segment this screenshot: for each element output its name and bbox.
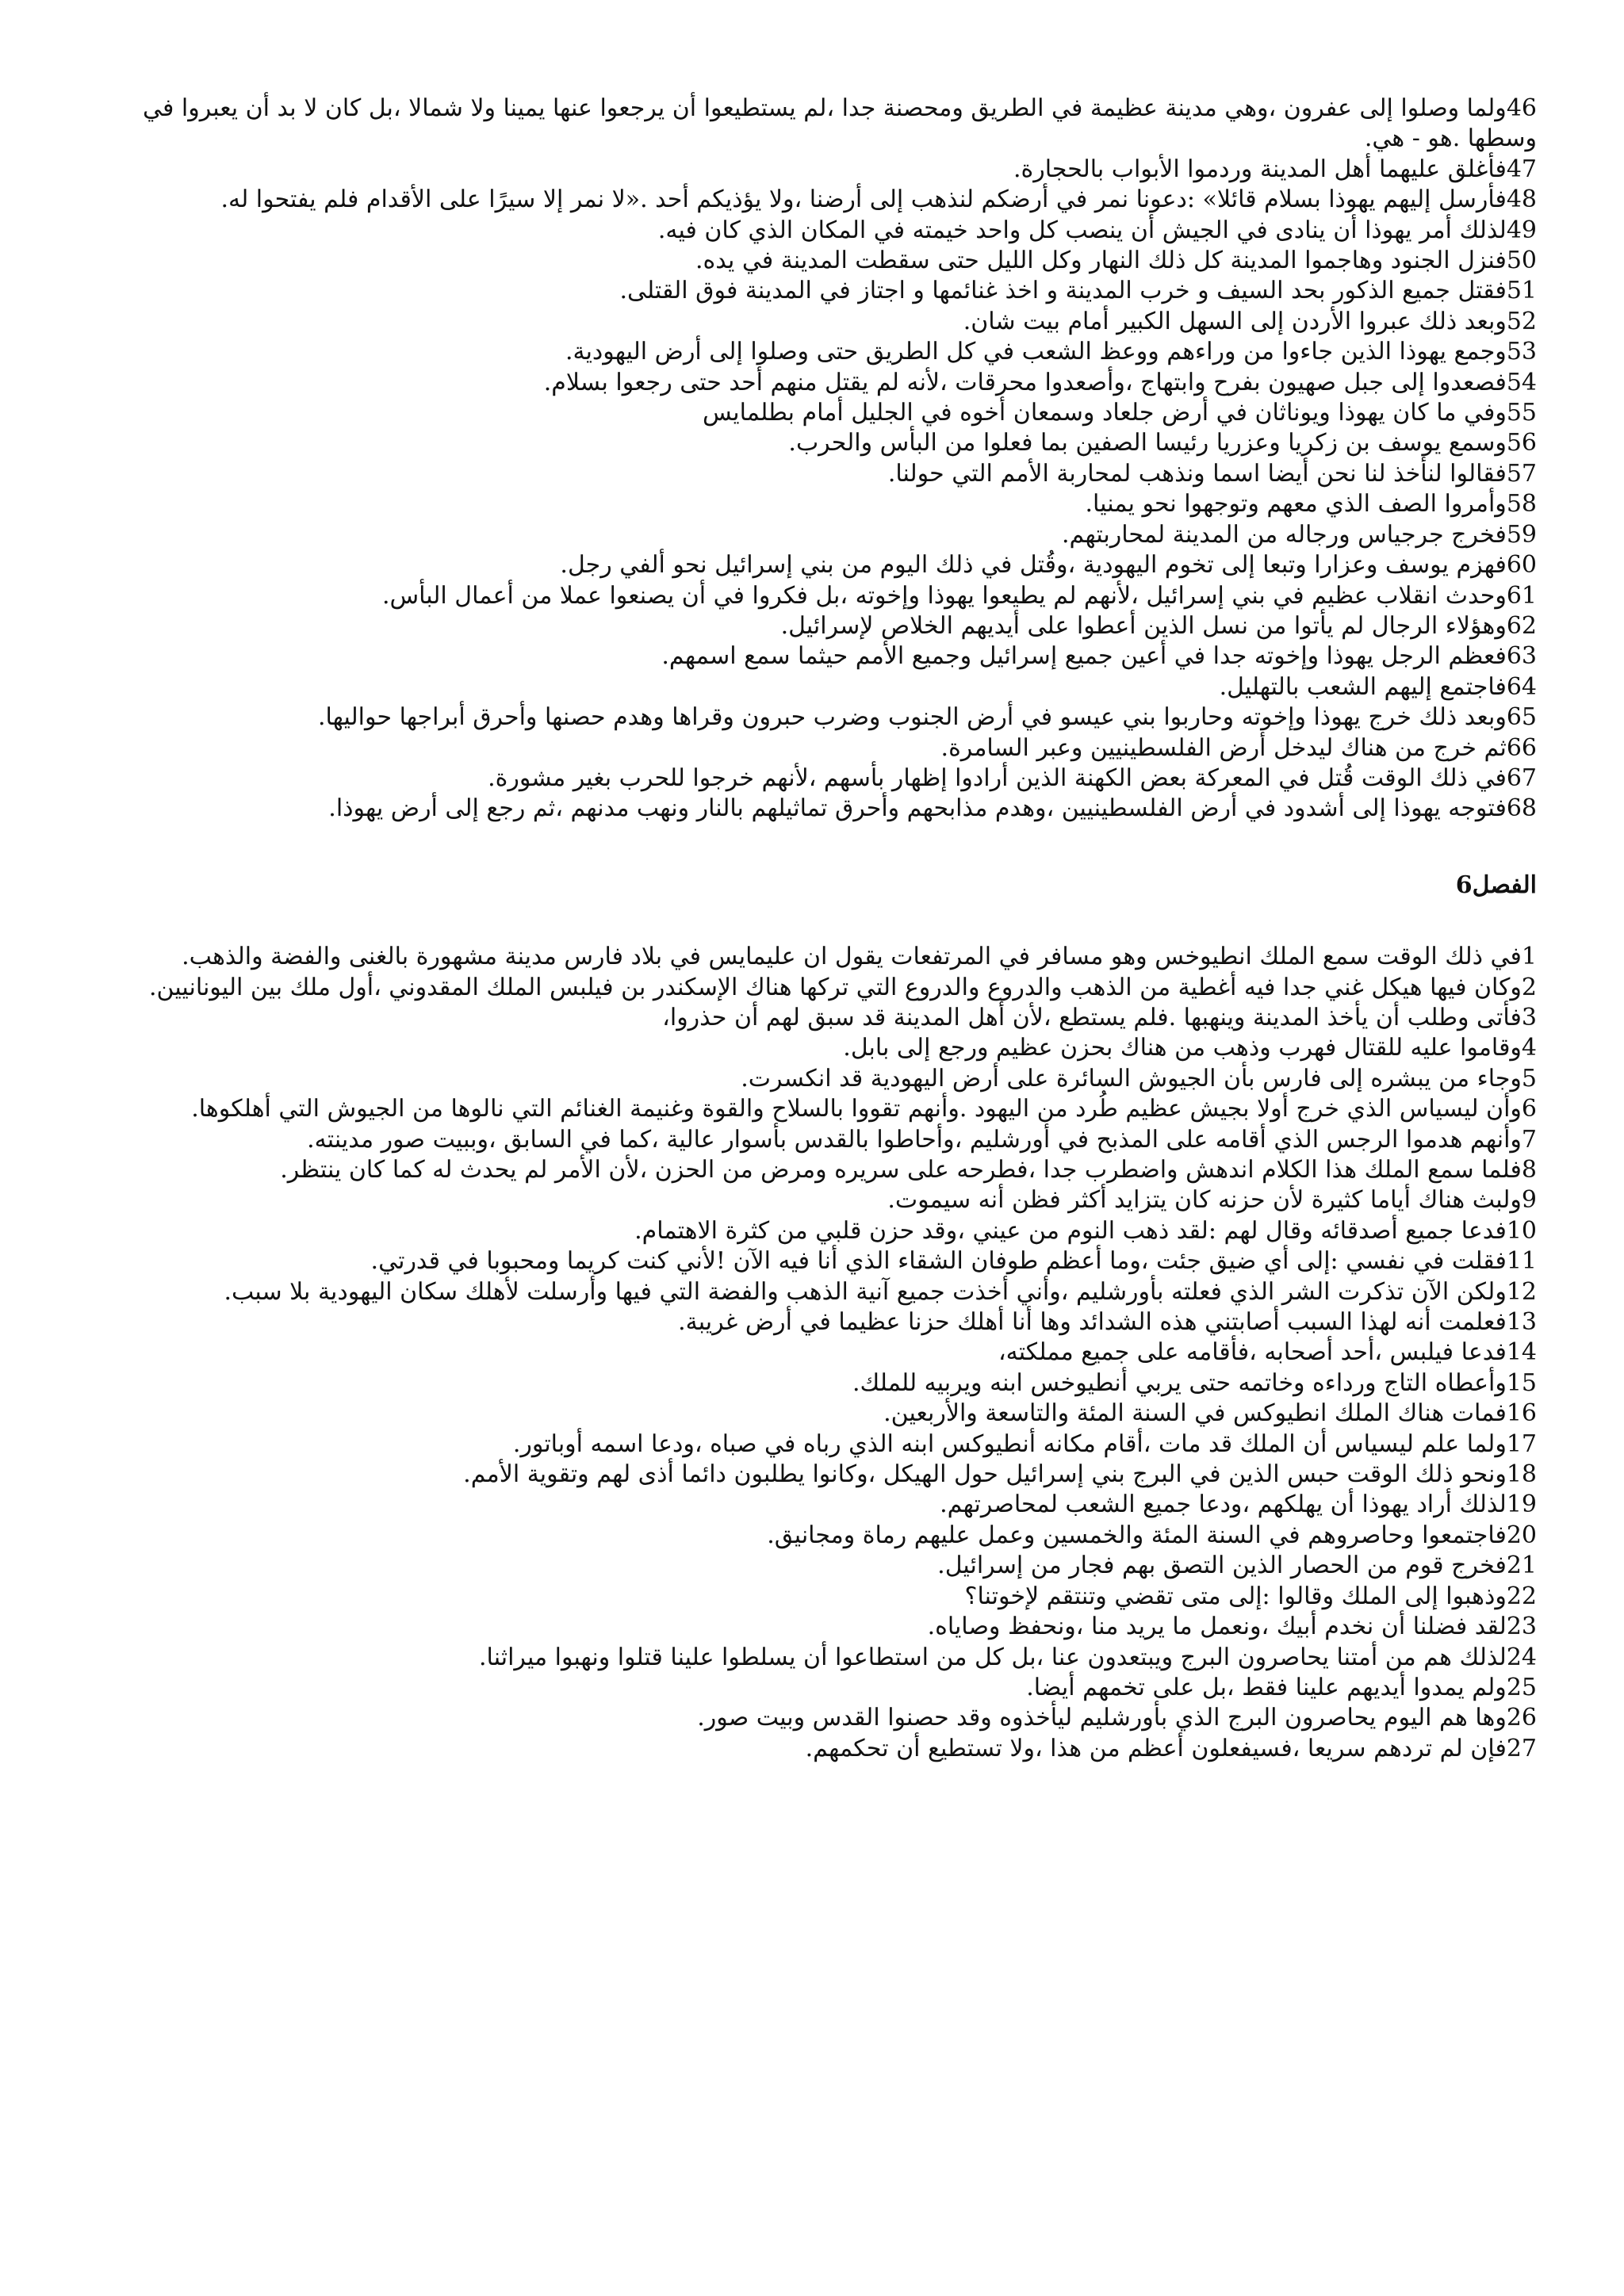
verse-text: ولم يمدوا أيديهم علينا فقط ،بل على تخمهم أيضا. [1026,1673,1507,1701]
verse-number: 53 [1506,338,1537,366]
verse-text: وبعد ذلك خرج يهوذا وإخوته وحاربوا بني عيسو في أرض الجنوب وضرب حبرون وقراها وهدم حصنها وأحرق أبراجها حواليها. [317,703,1507,732]
verse-number: 48 [1506,186,1537,214]
verses-section-chapter-5 [87,94,1537,825]
verse-number: 3 [1521,1003,1537,1031]
verse-number: 49 [1506,216,1537,244]
verse-text: فأتى وطلب أن يأخذ المدينة وينهبها .فلم يستطع ،لأن أهل المدينة قد سبق لهم أن حذروا، [662,1003,1522,1031]
verse-text: فاجتمع إليهم الشعب بالتهليل. [1219,672,1507,701]
verse-number: 12 [1506,1277,1537,1306]
verse [87,276,1537,306]
verse [87,942,1537,972]
verse-number: 19 [1506,1490,1537,1519]
verse-number: 8 [1521,1156,1537,1184]
verse-text: وأمروا الصف الذي معهم وتوجهوا نحو يمنيا. [1085,490,1507,519]
verse-text: وسمع يوسف بن زكريا وعزريا رئيسا الصفين بما فعلوا من البأس والحرب. [788,429,1507,457]
verse [87,398,1537,428]
verse [87,155,1537,185]
verse-number: 24 [1506,1643,1537,1671]
verse-number: 15 [1506,1368,1537,1397]
verse-text: ولبث هناك أياما كثيرة لأن حزنه كان يتزايد أكثر فظن أنه سيموت. [887,1186,1522,1215]
verse-number: 64 [1506,672,1537,701]
verse [87,459,1537,489]
verse-number: 57 [1506,459,1537,488]
verses-section-chapter-6 [87,942,1537,1764]
verse-text: فدعا جميع أصدقائه وقال لهم :لقد ذهب النوم من عيني ،وقد حزن قلبي من كثرة الاهتمام. [634,1216,1507,1245]
verse [87,1582,1537,1612]
verse-number: 47 [1506,155,1537,183]
verse [87,1337,1537,1368]
verse-text: وجمع يهوذا الذين جاءوا من وراءهم ووعظ الشعب في كل الطريق حتى وصلوا إلى أرض اليهودية. [565,338,1507,366]
verse-number: 51 [1506,277,1537,305]
verse [87,216,1537,246]
verse [87,641,1537,672]
verse-text: وأن ليسياس الذي خرج أولا بجيش عظيم طُرد من اليهود .وأنهم تقووا بالسلاح والقوة وغنيمة الغنائم التي نالوها من الجيوش التي أهلكوها. [191,1095,1522,1123]
verse [87,1368,1537,1399]
verse-text: وأعطاه التاج ورداءه وخاتمه حتى يربي أنطيوخس ابنه ويربيه للملك. [852,1368,1507,1397]
verse [87,520,1537,550]
verse-text: لذلك أراد يهوذا أن يهلكهم ،ودعا جميع الشعب لمحاصرتهم. [940,1490,1507,1519]
verse [87,1246,1537,1276]
verse-number: 27 [1506,1734,1537,1762]
verse-text: وهؤلاء الرجال لم يأتوا من نسل الذين أعطوا على أيديهم الخلاص لإسرائيل. [780,611,1507,640]
verse-number: 18 [1506,1460,1537,1489]
verse-text: فخرج جرجياس ورجاله من المدينة لمحاربتهم. [1061,520,1507,549]
verse-number: 50 [1506,247,1537,275]
verse [87,581,1537,611]
verse-text: وقاموا عليه للقتال فهرب وذهب من هناك بحزن عظيم ورجع إلى بابل. [843,1034,1522,1062]
verse-number: 4 [1521,1034,1537,1062]
verse [87,489,1537,519]
verse [87,763,1537,794]
verse-number: 65 [1506,703,1537,732]
verse [87,368,1537,398]
verse-number: 58 [1506,490,1537,519]
verse [87,1399,1537,1429]
verse [87,337,1537,367]
verse-text: فعلمت أنه لهذا السبب أصابتني هذه الشدائد وها أنا أهلك حزنا عظيما في أرض غريبة. [678,1308,1507,1337]
verse-text: وذهبوا إلى الملك وقالوا :إلى متى تقضي وتنتقم لإخوتنا؟ [964,1582,1507,1610]
verse [87,1064,1537,1094]
verse [87,1033,1537,1063]
verse-number: 10 [1506,1216,1537,1245]
verse-text: لذلك هم من أمتنا يحاصرون البرج ويبتعدون عنا ،بل كل من استطاعوا أن يسلطوا علينا قتلوا ونهبوا ميراثنا. [479,1643,1507,1671]
verse-text: فقلت في نفسي :إلى أي ضيق جئت ،وما أعظم طوفان الشقاء الذي أنا فيه الآن !لأني كنت كريما ومحبوبا في قدرتي. [370,1247,1507,1276]
verse-text: فقتل جميع الذكور بحد السيف و خرب المدينة و اخذ غنائمها و اجتاز في المدينة فوق القتلى. [619,277,1507,305]
verse-number: 25 [1506,1673,1537,1701]
verse-text: لذلك أمر يهوذا أن ينادى في الجيش أن ينصب كل واحد خيمته في المكان الذي كان فيه. [657,216,1507,244]
verse-number: 9 [1521,1186,1537,1215]
verse-text: فإن لم تردهم سريعا ،فسيفعلون أعظم من هذا ،ولا تستطيع أن تحكمهم. [805,1734,1507,1762]
verse-text: فصعدوا إلى جبل صهيون بفرح وابتهاج ،وأصعدوا محرقات ،لأنه لم يقتل منهم أحد حتى رجعوا بسلام. [543,368,1507,396]
verse [87,94,1537,155]
verse-text: وجاء من يبشره إلى فارس بأن الجيوش السائرة على أرض اليهودية قد انكسرت. [741,1064,1522,1093]
verse-number: 6 [1521,1095,1537,1123]
verse [87,611,1537,641]
verse-text: فخرج قوم من الحصار الذين التصق بهم فجار من إسرائيل. [937,1552,1507,1580]
verse-text: فلما سمع الملك هذا الكلام اندهش واضطرب جدا ،فطرحه على سريره ومرض من الحزن ،لأن الأمر لم يحدث له كما كان ينتظر. [280,1156,1522,1184]
verse-number: 16 [1506,1399,1537,1428]
chapter-heading: الفصل6 [1455,871,1537,899]
verse-text: فمات هناك الملك انطيوكس في السنة المئة والتاسعة والأربعين. [883,1399,1507,1428]
verse-text: فأرسل إليهم يهوذا بسلام قائلا» :دعونا نمر في أرضكم لنذهب إلى أرضنا ،ولا يؤذيكم أحد .«لا نمر إلا سيرًا على الأقدام فلم يفتحوا له. [220,186,1507,214]
verse-text: ولما وصلوا إلى عفرون ،وهي مدينة عظيمة في الطريق ومحصنة جدا ،لم يستطيعوا أن يرجعوا عنها يمينا ولا شمالا ،بل كان لا بد أن يعبروا في وسطها .هو - هي. [142,94,1537,153]
verse-number: 11 [1506,1247,1537,1276]
verse-number: 23 [1506,1613,1537,1641]
verse [87,1612,1537,1642]
verse-number: 7 [1521,1125,1537,1154]
verse-number: 5 [1521,1064,1537,1093]
verse-text: في ذلك الوقت سمع الملك انطيوخس وهو مسافر في المرتفعات يقول ان عليمايس في بلاد فارس مدينة مشهورة بالغنى والفضة والذهب. [182,943,1522,971]
verse-text: ولكن الآن تذكرت الشر الذي فعلته بأورشليم ،وأني أخذت جميع آنية الذهب والفضة التي فيها وأرسلت لأهلك سكان اليهودية بلا سبب. [224,1277,1507,1306]
verse-text: فقالوا لنأخذ لنا نحن أيضا اسما ونذهب لمحاربة الأمم التي حولنا. [887,459,1507,488]
verse-number: 46 [1506,94,1537,122]
verse [87,1307,1537,1337]
verse [87,185,1537,215]
verse-number: 62 [1506,611,1537,640]
verse [87,1429,1537,1460]
verse-text: فهزم يوسف وعزارا وتبعا إلى تخوم اليهودية ،وقُتل في ذلك اليوم من بني إسرائيل نحو ألفي رجل. [560,551,1507,580]
verse-number: 56 [1506,429,1537,457]
verse-text: فدعا فيلبس ،أحد أصحابه ،فأقامه على جميع مملكته، [998,1338,1507,1367]
verse-number: 21 [1506,1552,1537,1580]
verse [87,1125,1537,1155]
verse-number: 54 [1506,368,1537,396]
verse [87,550,1537,580]
verse-number: 13 [1506,1308,1537,1337]
verse [87,307,1537,337]
verse [87,1521,1537,1551]
verse [87,1673,1537,1703]
verse [87,1460,1537,1490]
verse-text: في ذلك الوقت قُتل في المعركة بعض الكهنة الذين أرادوا إظهار بأسهم ،لأنهم خرجوا للحرب بغير مشورة. [488,763,1507,792]
verse [87,1551,1537,1581]
verse-text: وأنهم هدموا الرجس الذي أقامه على المذبح في أورشليم ،وأحاطوا بالقدس بأسوار عالية ،كما في السابق ،وببيت صور مدينته. [307,1125,1522,1154]
verse-text: وفي ما كان يهوذا ويوناثان في أرض جلعاد وسمعان أخوه في الجليل أمام بطلمايس [703,399,1507,427]
verse-text: فنزل الجنود وهاجموا المدينة كل ذلك النهار وكل الليل حتى سقطت المدينة في يده. [695,247,1507,275]
verse-number: 22 [1506,1582,1537,1610]
verse [87,1185,1537,1215]
verse-number: 20 [1506,1521,1537,1549]
verse-text: ونحو ذلك الوقت حبس الذين في البرج بني إسرائيل حول الهيكل ،وكانوا يطلبون دائما أذى لهم وتقوية الأمم. [463,1460,1507,1489]
verse [87,1003,1537,1033]
verse-text: فعظم الرجل يهوذا وإخوته جدا في أعين جميع إسرائيل وجميع الأمم حيثما سمع اسمهم. [661,642,1507,671]
verse-number: 17 [1506,1429,1537,1458]
verse-text: لقد فضلنا أن نخدم أبيك ،ونعمل ما يريد منا ،ونحفظ وصاياه. [927,1613,1507,1641]
verse [87,1734,1537,1764]
verse [87,1216,1537,1246]
verse-number: 61 [1506,581,1537,610]
verse [87,1643,1537,1673]
verse-number: 2 [1521,973,1537,1001]
verse-text: فأغلق عليهما أهل المدينة وردموا الأبواب بالحجارة. [1013,155,1507,183]
verse [87,973,1537,1003]
verse-number: 55 [1506,399,1537,427]
verse [87,672,1537,702]
verse [87,1277,1537,1307]
verse [87,246,1537,276]
verse [87,794,1537,824]
verse-number: 52 [1506,307,1537,335]
verse-number: 66 [1506,733,1537,762]
verse-number: 63 [1506,642,1537,671]
verse [87,428,1537,458]
verse-text: فاجتمعوا وحاصروهم في السنة المئة والخمسين وعمل عليهم رماة ومجانيق. [767,1521,1507,1549]
verse-text: ثم خرج من هناك ليدخل أرض الفلسطينيين وعبر السامرة. [940,733,1507,762]
verse [87,1490,1537,1520]
verse-number: 60 [1506,551,1537,580]
verse [87,702,1537,733]
verse-number: 14 [1506,1338,1537,1367]
verse-number: 59 [1506,520,1537,549]
verse-number: 68 [1506,794,1537,823]
verse-number: 67 [1506,763,1537,792]
verse-text: وبعد ذلك عبروا الأردن إلى السهل الكبير أمام بيت شان. [963,307,1507,335]
verse [87,1703,1537,1733]
verse-text: وها هم اليوم يحاصرون البرج الذي بأورشليم ليأخذوه وقد حصنوا القدس وبيت صور. [697,1704,1507,1732]
verse [87,1094,1537,1124]
verse-text: ولما علم ليسياس أن الملك قد مات ،أقام مكانه أنطيوكس ابنه الذي رباه في صباه ،ودعا اسمه أوباتور. [512,1429,1507,1458]
document-page [87,94,1537,1764]
verse-text: وكان فيها هيكل غني جدا فيه أغطية من الذهب والدروع والدروع التي تركها هناك الإسكندر بن فيلبس الملك المقدوني ،أول ملك بين اليونانيين. [148,973,1522,1001]
verse-text: فتوجه يهوذا إلى أشدود في أرض الفلسطينيين ،وهدم مذابحهم وأحرق تماثيلهم بالنار ونهب مدنهم ،ثم رجع إلى أرض يهوذا. [328,794,1507,823]
verse [87,1155,1537,1185]
verse-text: وحدث انقلاب عظيم في بني إسرائيل ،لأنهم لم يطيعوا يهوذا وإخوته ،بل فكروا في أن يصنعوا عملا من أعمال البأس. [381,581,1507,610]
verse-number: 1 [1521,943,1537,971]
verse-number: 26 [1506,1704,1537,1732]
verse [87,733,1537,763]
